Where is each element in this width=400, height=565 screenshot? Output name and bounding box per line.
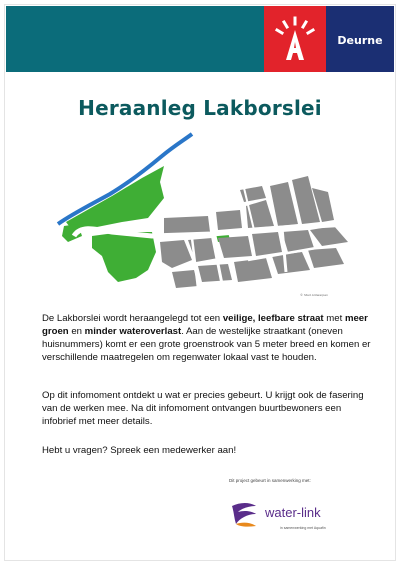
infomoment-paragraph: Op dit infomoment ontdekt u wat er precies gebeurt. U krijgt ook de fasering van de werken mee. Na dit infomoment ontvangen buurtbewoners een infobrief met meer details. (42, 390, 364, 427)
paragraph-text: . Aan de westelijke straatkant (oneven huisnummers) komt er een grote groenstrook van 5 meter breed en komen er verschillende maatregelen om regenwater lokaal vast te houden. (42, 326, 371, 363)
partner-name: water-link (265, 505, 321, 520)
partner-subtitle: in samenwerking met Aquafin (280, 526, 326, 530)
intro-paragraph (42, 312, 372, 364)
street-map (52, 132, 352, 304)
map-green-north (66, 166, 164, 230)
header-teal-band (6, 6, 264, 72)
paragraph-text: De Lakborslei wordt heraangelegd tot een (42, 313, 223, 324)
paragraph-text: met (323, 313, 345, 324)
map-credit: © Stad Antwerpen (300, 293, 329, 297)
partner-logo (228, 494, 336, 534)
header-banner (6, 6, 394, 72)
city-name: Deurne (337, 34, 383, 47)
water-link-logo-icon (228, 500, 262, 530)
antwerpen-a-logo-icon (264, 6, 326, 72)
questions-paragraph: Hebt u vragen? Spreek een medewerker aan! (42, 445, 237, 456)
paragraph-text: en (68, 326, 85, 337)
city-block (326, 6, 394, 72)
partner-caption: Dit project gebeurt in samenwerking met: (229, 478, 311, 483)
emphasis-text: minder wateroverlast (84, 326, 182, 337)
emphasis-text: meer groen (42, 313, 368, 337)
map-green-south (92, 232, 156, 282)
emphasis-text: veilige, leefbare straat (222, 313, 324, 324)
page-title: Heraanleg Lakborslei (78, 96, 322, 120)
